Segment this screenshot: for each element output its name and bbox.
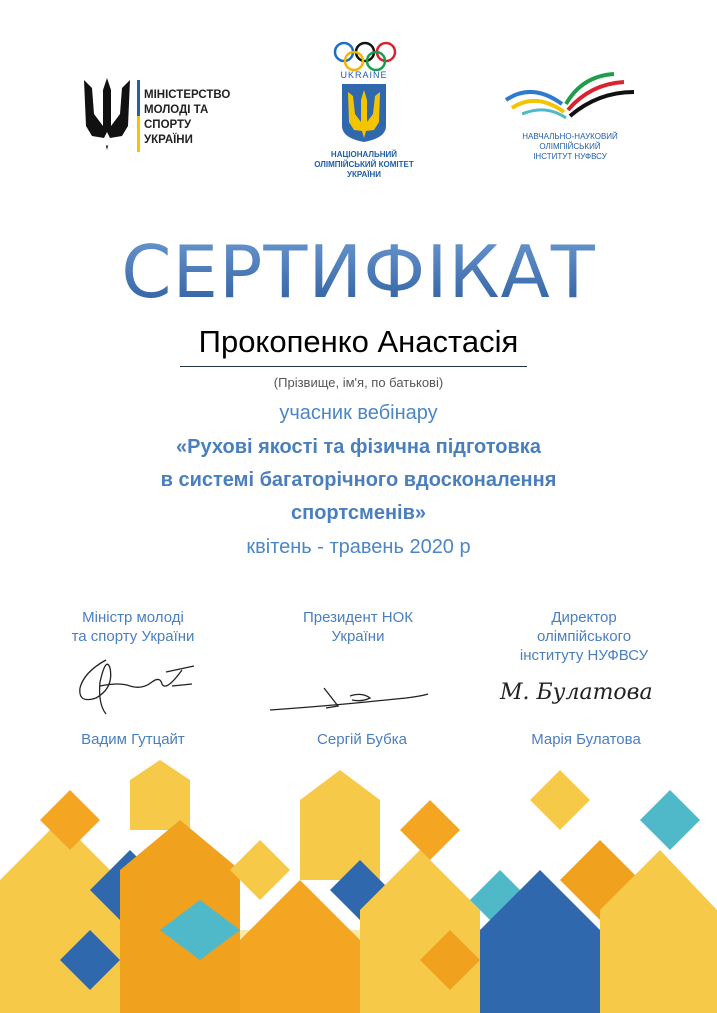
topic-line-3: спортсменів» (291, 502, 426, 524)
signatory-3-name: Марія Булатова (531, 731, 641, 748)
signature-3: М. Булатова (500, 680, 653, 705)
flag-stripe-yellow (137, 116, 140, 152)
certificate-title: СЕРТИФІКАТ (0, 230, 717, 314)
pattern-shape-15 (530, 770, 590, 830)
institute-line-2: ОЛІМПІЙСЬКИЙ (539, 142, 601, 151)
signatory-2-name: Сергій Бубка (317, 731, 407, 748)
signatory-3-title-line-2: олімпійського (536, 628, 632, 645)
signatory-2-title-line-2: України (331, 628, 385, 645)
olympic-committee-line-3: УКРАЇНИ (346, 170, 381, 179)
signature-2 (266, 676, 436, 718)
participant-role: учасник вебінару (279, 402, 438, 424)
olympic-committee-line-1: НАЦІОНАЛЬНИЙ (330, 150, 398, 159)
ministry-line-2: МОЛОДІ ТА СПОРТУ (144, 104, 209, 131)
webinar-topic (60, 431, 657, 530)
trident-icon (82, 76, 132, 154)
olympic-committee-line-2: ОЛІМПІЙСЬКИЙ КОМІТЕТ (314, 160, 414, 169)
signatory-1-title (33, 608, 233, 646)
pattern-shape-12 (400, 800, 460, 860)
institute-logo (500, 70, 640, 165)
signatory-3-title-line-1: Директор (551, 609, 617, 626)
signatory-3-title (484, 608, 684, 665)
pattern-shape-4 (130, 760, 190, 830)
webinar-dates: квітень - травень 2020 р (246, 536, 471, 558)
name-underline (180, 366, 527, 367)
recipient-name: Прокопенко Анастасія (198, 324, 519, 359)
open-book-icon (502, 70, 638, 122)
signatory-1-name: Вадим Гутцайт (81, 731, 185, 748)
ministry-line-1: МІНІСТЕРСТВО (144, 89, 231, 101)
decorative-pattern (0, 760, 717, 1013)
signatory-1-title-line-2: та спорту України (71, 628, 195, 645)
institute-line-3: ІНСТИТУТ НУФВСУ (533, 152, 607, 161)
olympic-rings-icon (332, 40, 398, 72)
topic-line-2: в системі багаторічного вдосконалення (160, 469, 557, 491)
signatory-2-title (258, 608, 458, 646)
ministry-logo (82, 76, 242, 156)
trident-shield-icon (340, 82, 388, 144)
olympic-committee-logo (314, 40, 414, 185)
pattern-shape-18 (640, 790, 700, 850)
ministry-line-3: УКРАЇНИ (144, 134, 193, 146)
pattern-shape-9 (300, 770, 380, 880)
flag-stripe-blue (137, 80, 140, 116)
pattern-shape-1 (0, 820, 120, 1013)
signatory-2-title-line-1: Президент НОК (302, 609, 414, 626)
signatory-3-title-line-3: інституту НУФВСУ (519, 647, 649, 664)
ukraine-label: UKRAINE (340, 70, 388, 80)
name-note: (Прізвище, ім'я, по батькові) (273, 375, 444, 390)
signatory-1-title-line-1: Міністр молоді (82, 609, 184, 626)
signature-1 (70, 652, 200, 722)
topic-line-1: «Рухові якості та фізична підготовка (176, 436, 541, 458)
institute-line-1: НАВЧАЛЬНО-НАУКОВИЙ (522, 132, 618, 141)
